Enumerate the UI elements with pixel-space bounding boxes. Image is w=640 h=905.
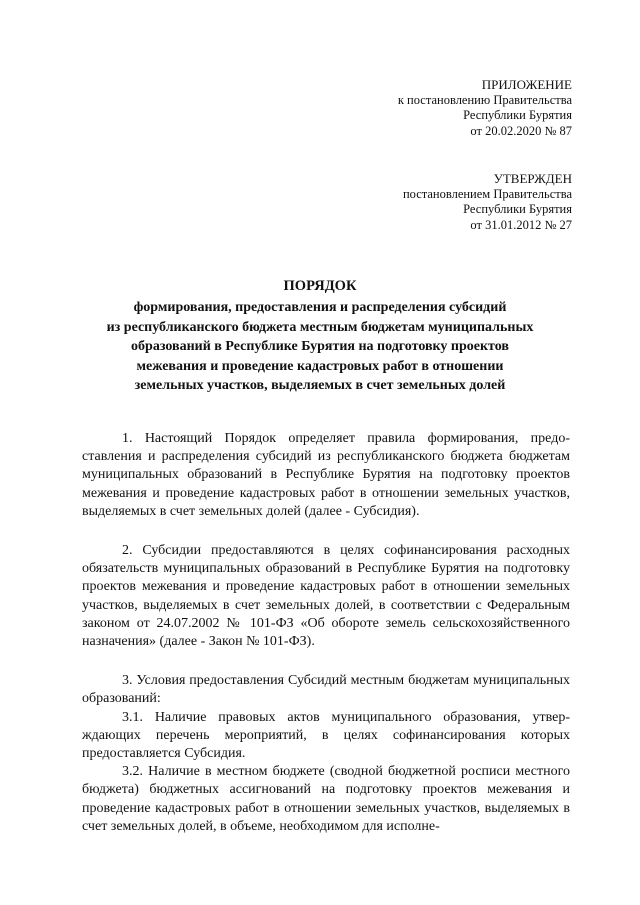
title-line: земельных участков, выделяемых в счет земельных долей (134, 378, 506, 393)
paragraph-2: 2. Субсидии предоставляются в целях софинансирования расходных обязательств муниципальных образований в Республике Бурятия на подготовку проектов межевания и проведение кадастровых работ в отношении земельных участков, выделяемых в счет земельных долей, в соответствии с Федеральным законом от 24.07.2002 № 101-ФЗ «Об обороте земель сельскохозяйственного назначения» (далее - Закон № 101-ФЗ). (82, 543, 570, 650)
title-main: ПОРЯДОК (283, 278, 357, 294)
document-title (0, 276, 640, 396)
appendix-line-1: к постановлению Правительства (397, 92, 572, 107)
paragraph-3: 3. Условия предоставления Субсидий местным бюджетам муниципальных образований: (82, 673, 570, 707)
appendix-line-3: от 20.02.2020 № 87 (470, 123, 572, 138)
approval-heading: УТВЕРЖДЕН (493, 171, 572, 186)
appendix-line-2: Республики Бурятия (463, 108, 572, 122)
approval-line-3: от 31.01.2012 № 27 (470, 217, 572, 232)
title-line: формирования, предоставления и распределения субсидий (133, 300, 507, 315)
title-line: из республиканского бюджета местным бюджетам муниципальных (106, 319, 534, 335)
approval-stamp (403, 171, 572, 233)
paragraph-3-1: 3.1. Наличие правовых актов муниципального образования, утверждающих перечень мероприятий, в целях софинансирования которых предоставляется Субсидия. (82, 709, 570, 762)
approval-line-2: Республики Бурятия (463, 202, 572, 216)
appendix-heading: ПРИЛОЖЕНИЕ (481, 77, 572, 92)
title-line: образований в Республике Бурятия на подготовку проектов (131, 339, 509, 354)
approval-line-1: постановлением Правительства (402, 186, 572, 201)
document-body (82, 430, 570, 836)
appendix-stamp (398, 77, 572, 139)
title-line: межевания и проведение кадастровых работ в отношении (136, 358, 504, 374)
paragraph-1: 1. Настоящий Порядок определяет правила формирования, предоставления и распределения субсидий из республиканского бюджета бюджетам муниципальных образований в Республике Бурятия на подготовку проектов межевания и проведение кадастровых работ в отношении земельных участков, выделяемых в счет земельных долей (далее - Субсидия). (82, 431, 570, 519)
paragraph-3-2: 3.2. Наличие в местном бюджете (сводной бюджетной росписи местного бюджета) бюджетных ассигнований на подготовку проектов межевания и проведение кадастровых работ в отношении земельных участков, выделяемых в счет земельных долей, в объеме, необходимом для исполне- (82, 764, 570, 834)
